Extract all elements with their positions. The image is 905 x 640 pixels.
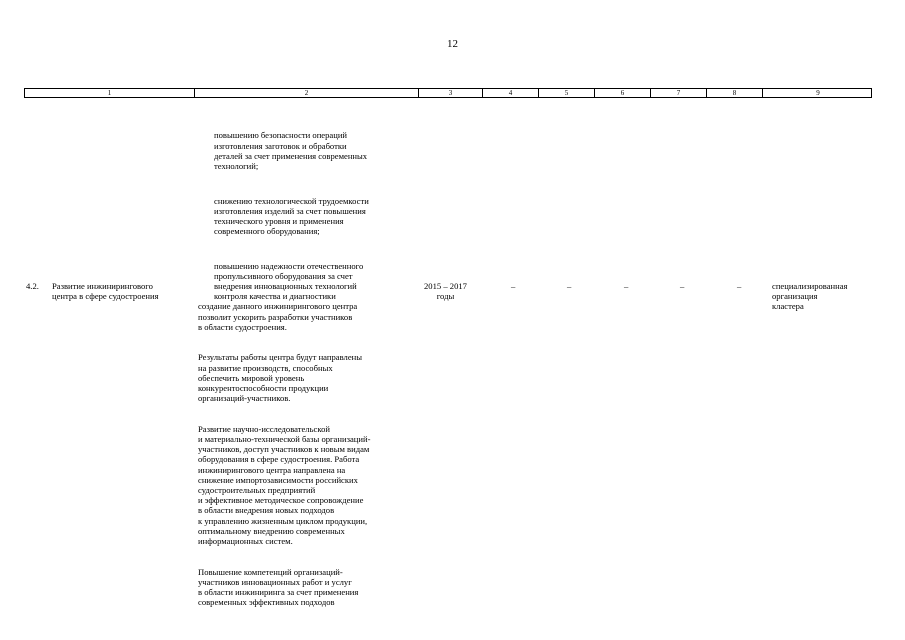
description-paragraph: Результаты работы центра будут направлены на развитие производств, способных обеспечить мировой уровень конкурентоспособности продукции организаций-участников. <box>198 352 363 404</box>
row-col-6: – <box>624 281 629 291</box>
header-col-6: 6 <box>595 89 651 97</box>
header-col-7: 7 <box>651 89 707 97</box>
header-col-5: 5 <box>539 89 595 97</box>
row-description <box>198 281 370 618</box>
header-col-3: 3 <box>419 89 483 97</box>
description-paragraph: Развитие научно-исследовательской и материально-технической базы организаций- участников, доступ участников к новым видам оборудования в сфере судостроения. Работа инжинирингового центра направлена на снижение импортозависимости российских судостроительных предприятий и эффективное методическое сопровождение в области внедрения новых подходов к управлению жизненным циклом продукции, оптимальному внедрению современных информационных систем. <box>198 423 371 547</box>
row-executor: специализированная организация кластера <box>772 281 848 312</box>
continuation-paragraph: повышению надежности отечественного пропульсивного оборудования за счет внедрения инновационных технологий контроля качества и диагностики <box>214 260 364 302</box>
header-col-2: 2 <box>195 89 419 97</box>
description-paragraph: создание данного инжинирингового центра позволит ускорить разработки участников в области судостроения. <box>198 301 358 332</box>
continuation-paragraph: снижению технологической трудоемкости изготовления изделий за счет повышения технического уровня и применения современного оборудования; <box>214 195 369 237</box>
row-col-7: – <box>680 281 685 291</box>
header-col-9: 9 <box>816 89 820 97</box>
page-number: 12 <box>447 38 458 50</box>
continuation-paragraph: повышению безопасности операций изготовления заготовок и обработки деталей за счет применения современных технологий; <box>214 130 368 172</box>
table-header-row <box>24 88 872 98</box>
row-period: 2015 – 2017 годы <box>424 281 467 302</box>
header-col-1: 1 <box>25 89 195 97</box>
row-col-8: – <box>737 281 742 291</box>
header-col-4: 4 <box>483 89 539 97</box>
header-col-8: 8 <box>707 89 763 97</box>
row-name: Развитие инжинирингового центра в сфере судостроения <box>52 281 159 302</box>
description-paragraph: Повышение компетенций организаций- участников инновационных работ и услуг в области инжиниринга за счет применения современных эффективных подходов <box>198 566 359 608</box>
row-col-4: – <box>511 281 516 291</box>
row-number: 4.2. <box>26 281 39 291</box>
row-col-5: – <box>567 281 572 291</box>
